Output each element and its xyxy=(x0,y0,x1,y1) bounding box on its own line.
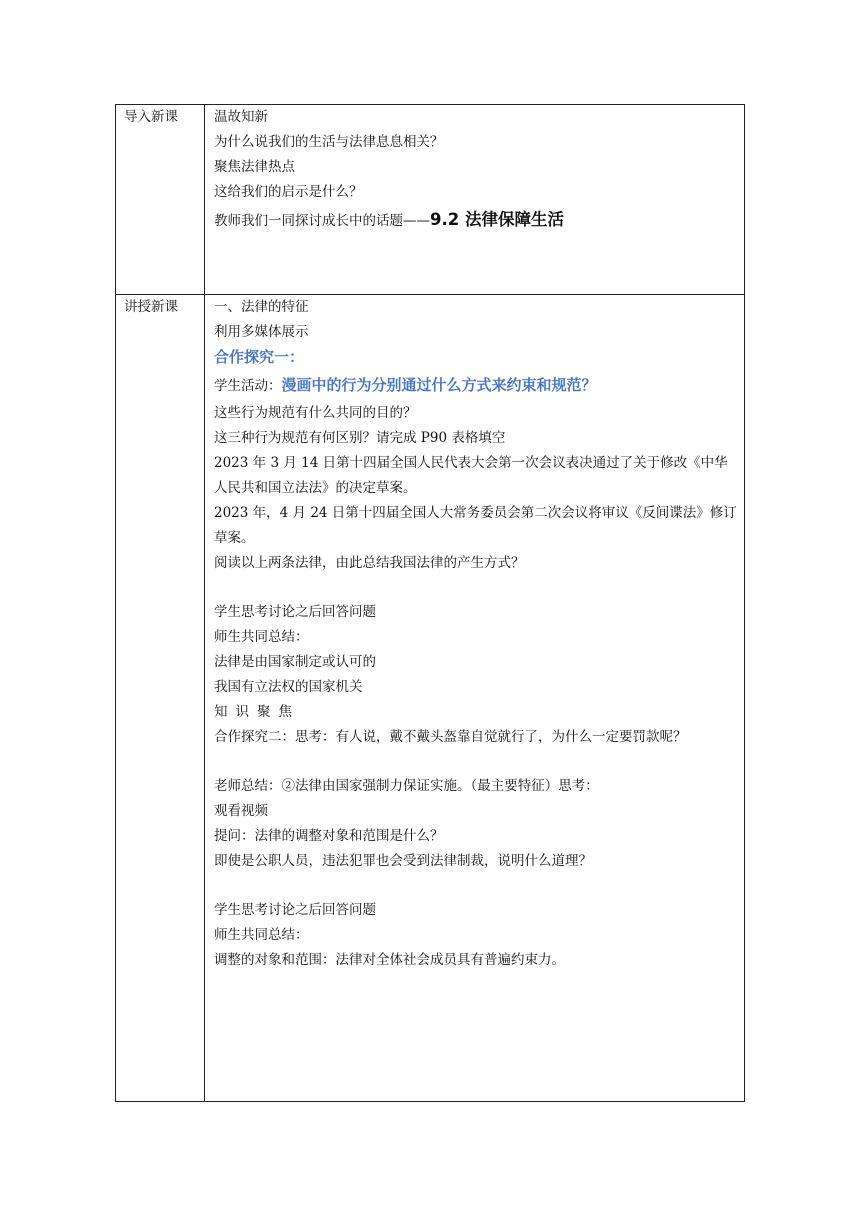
spacer xyxy=(214,576,738,600)
row-label-teaching: 讲授新课 xyxy=(124,299,178,315)
intro-line-4: 这给我们的启示是什么？ xyxy=(214,184,363,200)
table-row-teaching xyxy=(116,295,745,1102)
intro-line-2: 为什么说我们的生活与法律息息相关？ xyxy=(214,134,444,150)
knowledge-focus: 知识聚焦 xyxy=(214,704,300,720)
discussion-2: 学生思考讨论之后回答问题 xyxy=(214,902,376,918)
intro-line-1: 温故知新 xyxy=(214,109,268,125)
news-item-1: 2023 年 3 月 14 日第十四届全国人民代表大会第一次会议表决通过了关于修改《中华人民共和国立法法》的决定草案。 xyxy=(214,455,728,496)
summary-1-label: 师生共同总结： xyxy=(214,629,309,645)
intro-topic-prefix: 教师我们一同探讨成长中的话题—— xyxy=(214,213,430,229)
question-2: 这三种行为规范有何区别？请完成 P90 表格填空 xyxy=(214,430,506,446)
question-1: 这些行为规范有什么共同的目的？ xyxy=(214,405,417,421)
table-row-intro xyxy=(116,105,745,295)
summary-2-label: 师生共同总结： xyxy=(214,927,309,943)
summary-1-b: 我国有立法权的国家机关 xyxy=(214,679,363,695)
activity-question: 漫画中的行为分别通过什么方式来约束和规范？ xyxy=(281,376,597,394)
ask-2: 即使是公职人员，违法犯罪也会受到法律制裁，说明什么道理？ xyxy=(214,853,592,869)
row-label-intro: 导入新课 xyxy=(124,109,178,125)
row-label-cell xyxy=(116,295,205,1102)
spacer xyxy=(214,750,738,774)
question-3: 阅读以上两条法律，由此总结我国法律的产生方式？ xyxy=(214,555,525,571)
intro-line-3: 聚焦法律热点 xyxy=(214,159,295,175)
ask-1: 提问：法律的调整对象和范围是什么？ xyxy=(214,828,444,844)
row-label-cell xyxy=(116,105,205,295)
media-line: 利用多媒体展示 xyxy=(214,324,309,340)
activity-line xyxy=(214,370,738,401)
activity-prefix: 学生活动： xyxy=(214,378,282,394)
summary-1-a: 法律是由国家制定或认可的 xyxy=(214,654,376,670)
row-content-cell xyxy=(205,295,745,1102)
row-content-cell xyxy=(205,105,745,295)
lesson-title: 9.2 法律保障生活 xyxy=(430,210,564,229)
intro-topic-line xyxy=(214,205,738,236)
watch-video: 观看视频 xyxy=(214,803,268,819)
spacer xyxy=(214,874,738,898)
coop-explore-one-heading: 合作探究一： xyxy=(214,348,305,366)
summary-2-a: 调整的对象和范围：法律对全体社会成员具有普遍约束力。 xyxy=(214,952,565,968)
teacher-summary: 老师总结：②法律由国家强制力保证实施。（最主要特征）思考： xyxy=(214,778,599,794)
lesson-plan-table xyxy=(115,104,745,1102)
discussion-1: 学生思考讨论之后回答问题 xyxy=(214,604,376,620)
news-item-2: 2023 年，4 月 24 日第十四届全国人大常务委员会第二次会议将审议《反间谍法》修订草案。 xyxy=(214,505,737,546)
section-heading: 一、法律的特征 xyxy=(214,299,309,315)
coop-explore-two: 合作探究二：思考：有人说，戴不戴头盔靠自觉就行了，为什么一定要罚款呢？ xyxy=(214,729,687,745)
